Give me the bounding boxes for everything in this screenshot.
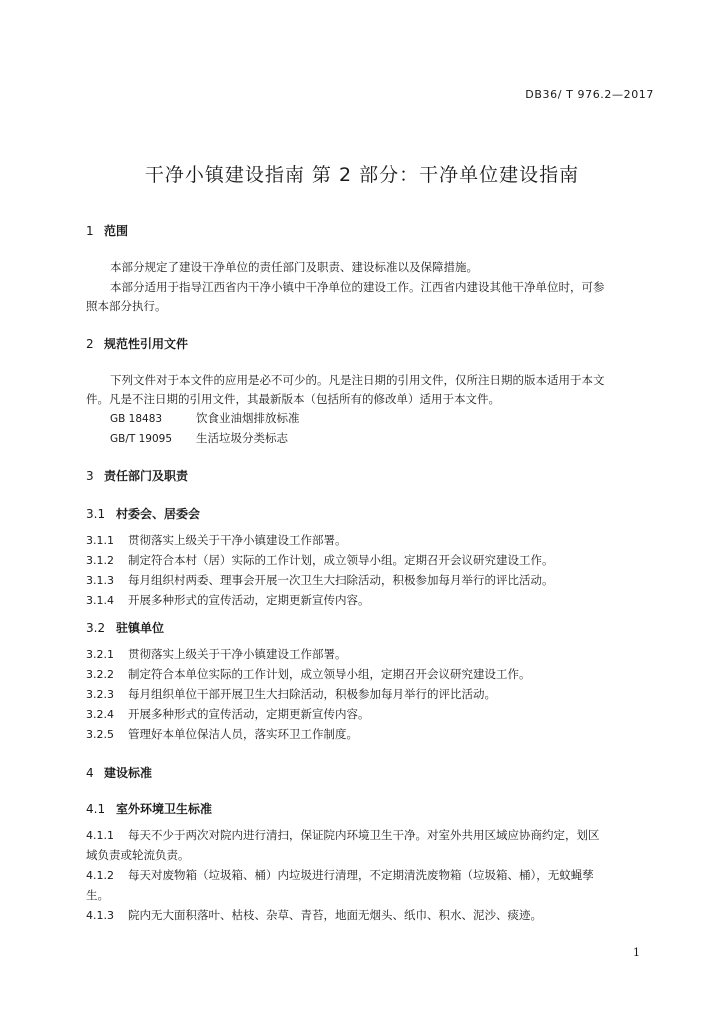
paragraph: 本部分规定了建设干净单位的责任部门及职责、建设标准以及保障措施。 [110, 260, 478, 274]
clause-text: 贯彻落实上级关于干净小镇建设工作部署。 [128, 533, 347, 547]
reference-name: 生活垃圾分类标志 [196, 431, 288, 445]
section-title: 规范性引用文件 [104, 337, 189, 351]
subsection-number: 4.1 [86, 802, 106, 816]
reference-name: 饮食业油烟排放标准 [196, 411, 300, 425]
clause-item [86, 666, 531, 682]
section-1-heading [86, 222, 128, 239]
reference-code: GB 18483 [110, 413, 163, 425]
clause-number: 3.2.3 [86, 688, 114, 701]
subsection-4-1-heading [86, 800, 212, 817]
subsection-number: 3.2 [86, 621, 106, 635]
section-title: 建设标准 [104, 766, 153, 780]
page-number: 1 [633, 946, 640, 959]
clause-number: 3.1.2 [86, 554, 114, 567]
paragraph: 下列文件对于本文件的应用是必不可少的。凡是注日期的引用文件，仅所注日期的版本适用于本文 [110, 373, 605, 387]
subsection-title: 驻镇单位 [116, 621, 165, 635]
clause-text: 每天对废物箱（垃圾箱、桶）内垃圾进行清理，不定期清洗废物箱（垃圾箱、桶），无蚊蝇孳 [128, 868, 594, 882]
subsection-title: 室外环境卫生标准 [116, 802, 213, 816]
clause-number: 3.2.5 [86, 728, 114, 741]
clause-text: 开展多种形式的宣传活动，定期更新宣传内容。 [128, 707, 370, 721]
paragraph-continuation: 照本部分执行。 [86, 299, 167, 313]
clause-item [86, 907, 542, 923]
subsection-3-2-heading [86, 619, 164, 636]
clause-item [86, 646, 347, 662]
section-3-heading [86, 467, 188, 484]
clause-number: 3.1.1 [86, 534, 114, 547]
clause-text: 院内无大面积落叶、枯枝、杂草、青苔，地面无烟头、纸巾、积水、泥沙、痰迹。 [128, 908, 542, 922]
reference-item [110, 410, 300, 426]
clause-continuation: 生。 [86, 888, 109, 902]
section-2-heading [86, 335, 188, 352]
clause-number: 3.1.3 [86, 574, 114, 587]
clause-text: 开展多种形式的宣传活动，定期更新宣传内容。 [128, 593, 370, 607]
document-title: 干净小镇建设指南 第 2 部分：干净单位建设指南 [144, 164, 580, 186]
subsection-title: 村委会、居委会 [116, 507, 201, 521]
section-title: 范围 [104, 224, 129, 238]
clause-number: 3.2.4 [86, 708, 114, 721]
section-title: 责任部门及职责 [104, 469, 189, 483]
clause-number: 3.1.4 [86, 594, 114, 607]
clause-item [86, 686, 496, 702]
clause-number: 3.2.2 [86, 668, 114, 681]
clause-number: 4.1.1 [86, 829, 114, 842]
clause-number: 3.2.1 [86, 648, 114, 661]
clause-continuation: 域负责或轮流负责。 [86, 848, 190, 862]
clause-text: 制定符合本村（居）实际的工作计划，成立领导小组。定期召开会议研究建设工作。 [128, 553, 554, 567]
section-4-heading [86, 764, 152, 781]
subsection-3-1-heading [86, 505, 200, 522]
clause-item [86, 532, 347, 548]
clause-item [86, 726, 358, 742]
clause-text: 制定符合本单位实际的工作计划，成立领导小组，定期召开会议研究建设工作。 [128, 667, 531, 681]
clause-text: 管理好本单位保洁人员，落实环卫工作制度。 [128, 727, 358, 741]
reference-item [110, 430, 288, 446]
section-number: 1 [86, 224, 94, 238]
section-number: 3 [86, 469, 94, 483]
section-number: 2 [86, 337, 94, 351]
clause-item [86, 706, 370, 722]
clause-item [86, 552, 554, 568]
clause-text: 贯彻落实上级关于干净小镇建设工作部署。 [128, 647, 347, 661]
clause-item [86, 867, 594, 883]
clause-text: 每天不少于两次对院内进行清扫，保证院内环境卫生干净。对室外共用区域应协商约定，划区 [128, 828, 600, 842]
standard-number: DB36/ T 976.2—2017 [525, 88, 654, 101]
section-number: 4 [86, 766, 94, 780]
clause-item [86, 572, 554, 588]
clause-number: 4.1.3 [86, 909, 114, 922]
paragraph: 本部分适用于指导江西省内干净小镇中干净单位的建设工作。江西省内建设其他干净单位时，可参 [110, 280, 605, 294]
reference-code: GB/T 19095 [110, 433, 173, 445]
paragraph-continuation: 件。凡是不注日期的引用文件，其最新版本（包括所有的修改单）适用于本文件。 [86, 392, 500, 406]
clause-text: 每月组织单位干部开展卫生大扫除活动，积极参加每月举行的评比活动。 [128, 687, 496, 701]
clause-item [86, 827, 600, 843]
clause-number: 4.1.2 [86, 869, 114, 882]
clause-text: 每月组织村两委、理事会开展一次卫生大扫除活动，积极参加每月举行的评比活动。 [128, 573, 554, 587]
subsection-number: 3.1 [86, 507, 106, 521]
clause-item [86, 592, 370, 608]
